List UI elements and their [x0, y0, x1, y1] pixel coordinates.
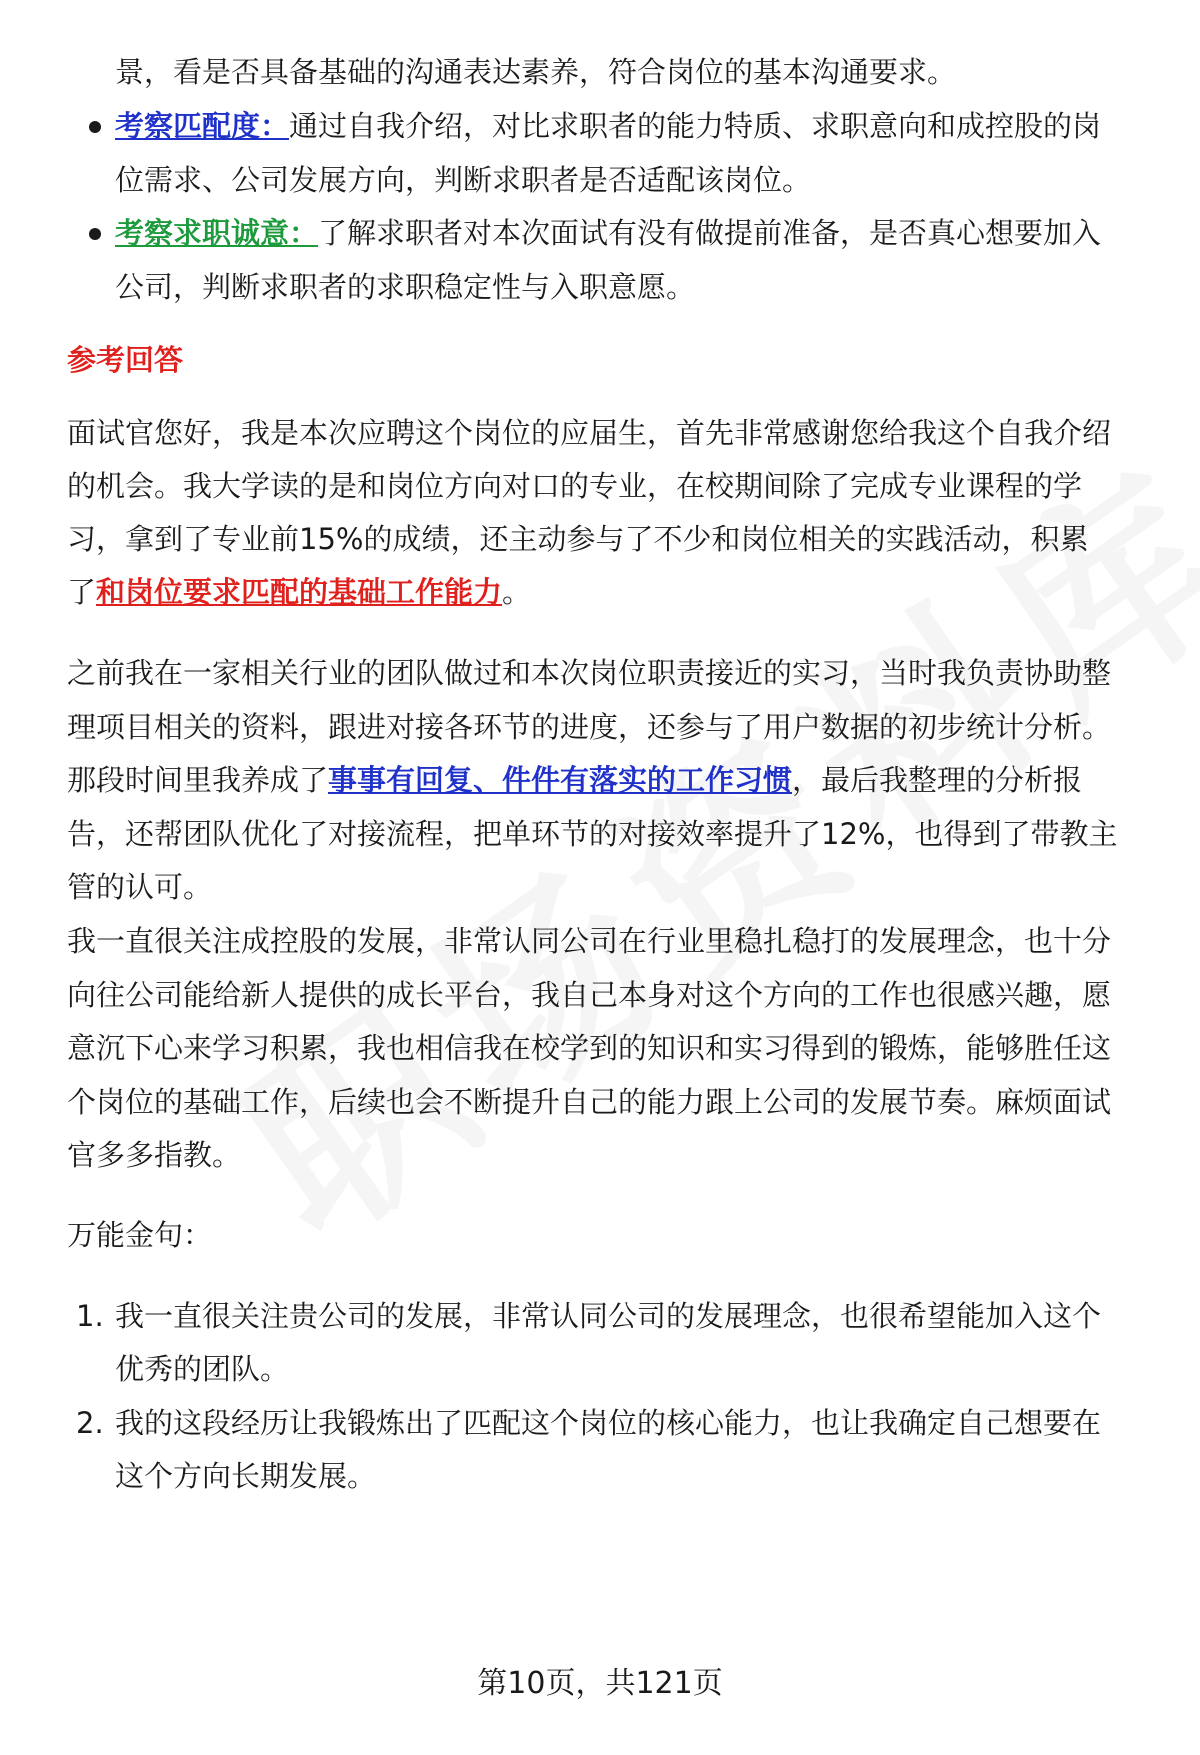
text-span: 。	[502, 575, 532, 609]
text-span: 了	[67, 575, 97, 609]
criteria-item-match	[115, 106, 1101, 146]
answer-p3-line: 个岗位的基础工作，后续也会不断提升自己的能力跟上公司的发展节奏。麻烦面试	[67, 1085, 1112, 1119]
criteria-lead-line: 景，看是否具备基础的沟通表达素养，符合岗位的基本沟通要求。	[115, 55, 957, 89]
criteria-item-match-cont: 位需求、公司发展方向，判断求职者是否适配该岗位。	[115, 163, 812, 197]
golden-heading: 万能金句：	[67, 1218, 213, 1252]
criteria-item-sincerity-cont: 公司，判断求职者的求职稳定性与入职意愿。	[115, 270, 696, 304]
bullet-icon	[89, 228, 101, 240]
golden-item-line: 我的这段经历让我锻炼出了匹配这个岗位的核心能力，也让我确定自己想要在	[115, 1406, 1102, 1440]
golden-item-line: 我一直很关注贵公司的发展，非常认同公司的发展理念，也很希望能加入这个	[115, 1299, 1102, 1333]
answer-p1-line: 的机会。我大学读的是和岗位方向对口的专业，在校期间除了完成专业课程的学	[67, 469, 1083, 503]
answer-p3-line: 向往公司能给新人提供的成长平台，我自己本身对这个方向的工作也很感兴趣，愿	[67, 978, 1112, 1012]
answer-p2-line: 管的认可。	[67, 870, 213, 904]
criteria-text: 了解求职者对本次面试有没有做提前准备，是否真心想要加入	[318, 216, 1102, 250]
answer-p2-line: 之前我在一家相关行业的团队做过和本次岗位职责接近的实习，当时我负责协助整	[67, 656, 1112, 690]
highlight-habit: 事事有回复、件件有落实的工作习惯	[328, 763, 793, 797]
answer-p1-line: 面试官您好，我是本次应聘这个岗位的应届生，首先非常感谢您给我这个自我介绍	[67, 416, 1112, 450]
bullet-icon	[89, 121, 101, 133]
golden-item-line: 优秀的团队。	[115, 1352, 290, 1386]
criteria-item-sincerity	[115, 213, 1101, 253]
text-span: ，最后我整理的分析报	[792, 763, 1083, 797]
answer-heading: 参考回答	[67, 343, 184, 377]
criteria-label-sincerity: 考察求职诚意：	[115, 216, 319, 250]
answer-p2-line	[67, 760, 1082, 800]
answer-p1-line	[67, 572, 531, 612]
criteria-label-match: 考察匹配度：	[115, 109, 290, 143]
answer-p2-line: 告，还帮团队优化了对接流程，把单环节的对接效率提升了12%，也得到了带教主	[67, 817, 1118, 851]
answer-p1-line: 习，拿到了专业前15%的成绩，还主动参与了不少和岗位相关的实践活动，积累	[67, 522, 1089, 556]
list-number: 1.	[76, 1299, 104, 1333]
answer-p2-line: 理项目相关的资料，跟进对接各环节的进度，还参与了用户数据的初步统计分析。	[67, 710, 1112, 744]
criteria-text: 通过自我介绍，对比求职者的能力特质、求职意向和成控股的岗	[289, 109, 1102, 143]
page-footer: 第10页，共121页	[477, 1666, 723, 1701]
golden-item-line: 这个方向长期发展。	[115, 1459, 377, 1493]
answer-p3-line: 官多多指教。	[67, 1138, 242, 1172]
answer-p3-line: 我一直很关注成控股的发展，非常认同公司在行业里稳扎稳打的发展理念，也十分	[67, 924, 1112, 958]
highlight-ability: 和岗位要求匹配的基础工作能力	[96, 575, 503, 609]
text-span: 那段时间里我养成了	[67, 763, 329, 797]
answer-p3-line: 意沉下心来学习积累，我也相信我在校学到的知识和实习得到的锻炼，能够胜任这	[67, 1031, 1112, 1065]
list-number: 2.	[76, 1406, 104, 1440]
